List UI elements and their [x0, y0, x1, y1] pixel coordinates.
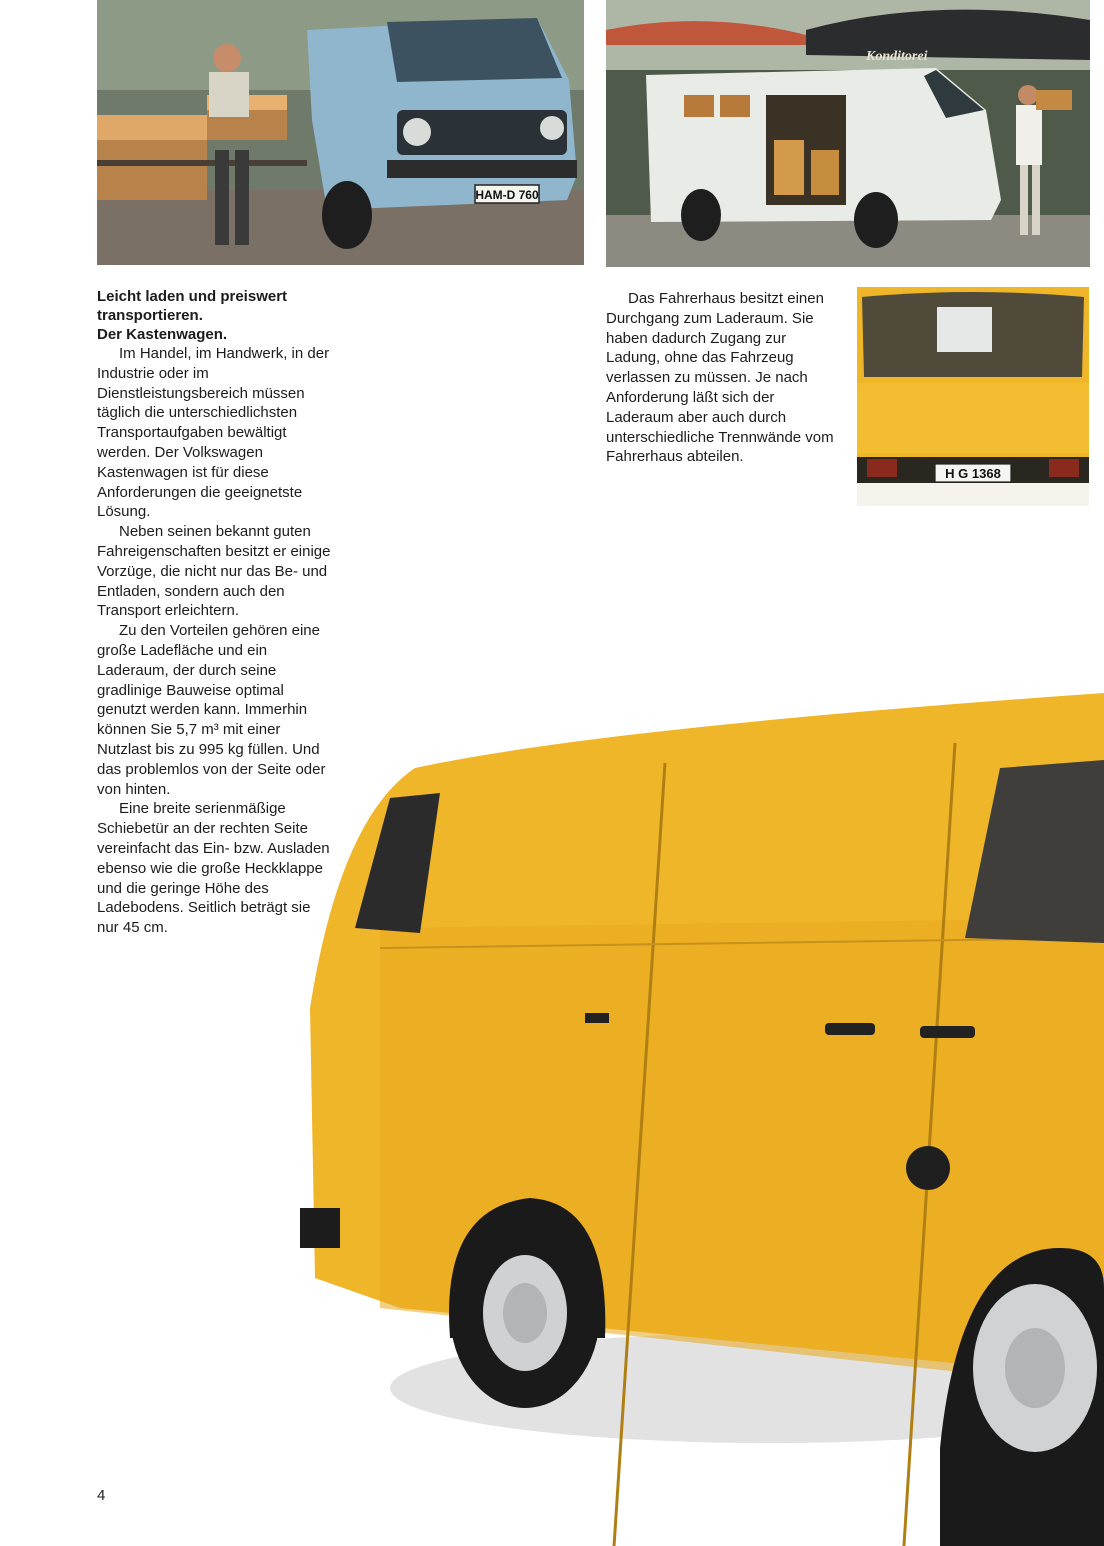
bakery-awning-text: Konditorei	[866, 49, 928, 64]
section-heading	[97, 287, 333, 344]
photo-yellow-kastenwagen	[300, 688, 1104, 1546]
paragraph-2: Neben seinen bekannt guten Fahreigenschaften besitzt er einige Vorzüge, die nicht nur das Be- und Entladen, sondern auch den Transport erleichtern.	[97, 523, 331, 620]
photo-bakery-white-van	[606, 0, 1090, 267]
left-text-column	[97, 287, 333, 938]
market-van-plate: HAM-D 760	[475, 188, 539, 202]
heading-line-1: Leicht laden und preiswert	[97, 288, 288, 305]
heading-line-3: Der Kastenwagen.	[97, 326, 228, 343]
paragraph-3: Zu den Vorteilen gehören eine große Ladefläche und ein Laderaum, der durch seine gradlinige Bauweise optimal genutzt werden kann. Immerhin können Sie 5,7 m³ mit einer Nutzlast bis zu 995 kg füllen. Und das problemlos von der Seite oder von hinten.	[97, 622, 326, 798]
right-text-column	[606, 289, 842, 467]
paragraph-1: Im Handel, im Handwerk, in der Industrie oder im Dienstleistungsbereich müssen täglich die unterschiedlichsten Transportaufgaben bewältigt werden. Der Volkswagen Kastenwagen ist für diese Anforderungen die geeignetste Lösung.	[97, 345, 330, 521]
photo-yellow-van-rear	[857, 287, 1089, 506]
page-number: 4	[97, 1487, 106, 1504]
paragraph-4: Eine breite serienmäßige Schiebetür an der rechten Seite vereinfacht das Ein- bzw. Ausladen ebenso wie die große Heckklappe und die geringe Höhe des Ladebodens. Seitlich beträgt sie nur 45 cm.	[97, 800, 330, 937]
heading-line-2: transportieren.	[97, 307, 203, 324]
rear-van-plate: H G 1368	[945, 466, 1001, 481]
photo-market-blue-van	[97, 0, 584, 265]
paragraph-right: Das Fahrerhaus besitzt einen Durchgang zum Laderaum. Sie haben dadurch Zugang zur Ladung, ohne das Fahrzeug verlassen zu müssen. Je nach Anforderung läßt sich der Laderaum aber auch durch unterschiedliche Trennwände vom Fahrerhaus abteilen.	[606, 290, 834, 466]
